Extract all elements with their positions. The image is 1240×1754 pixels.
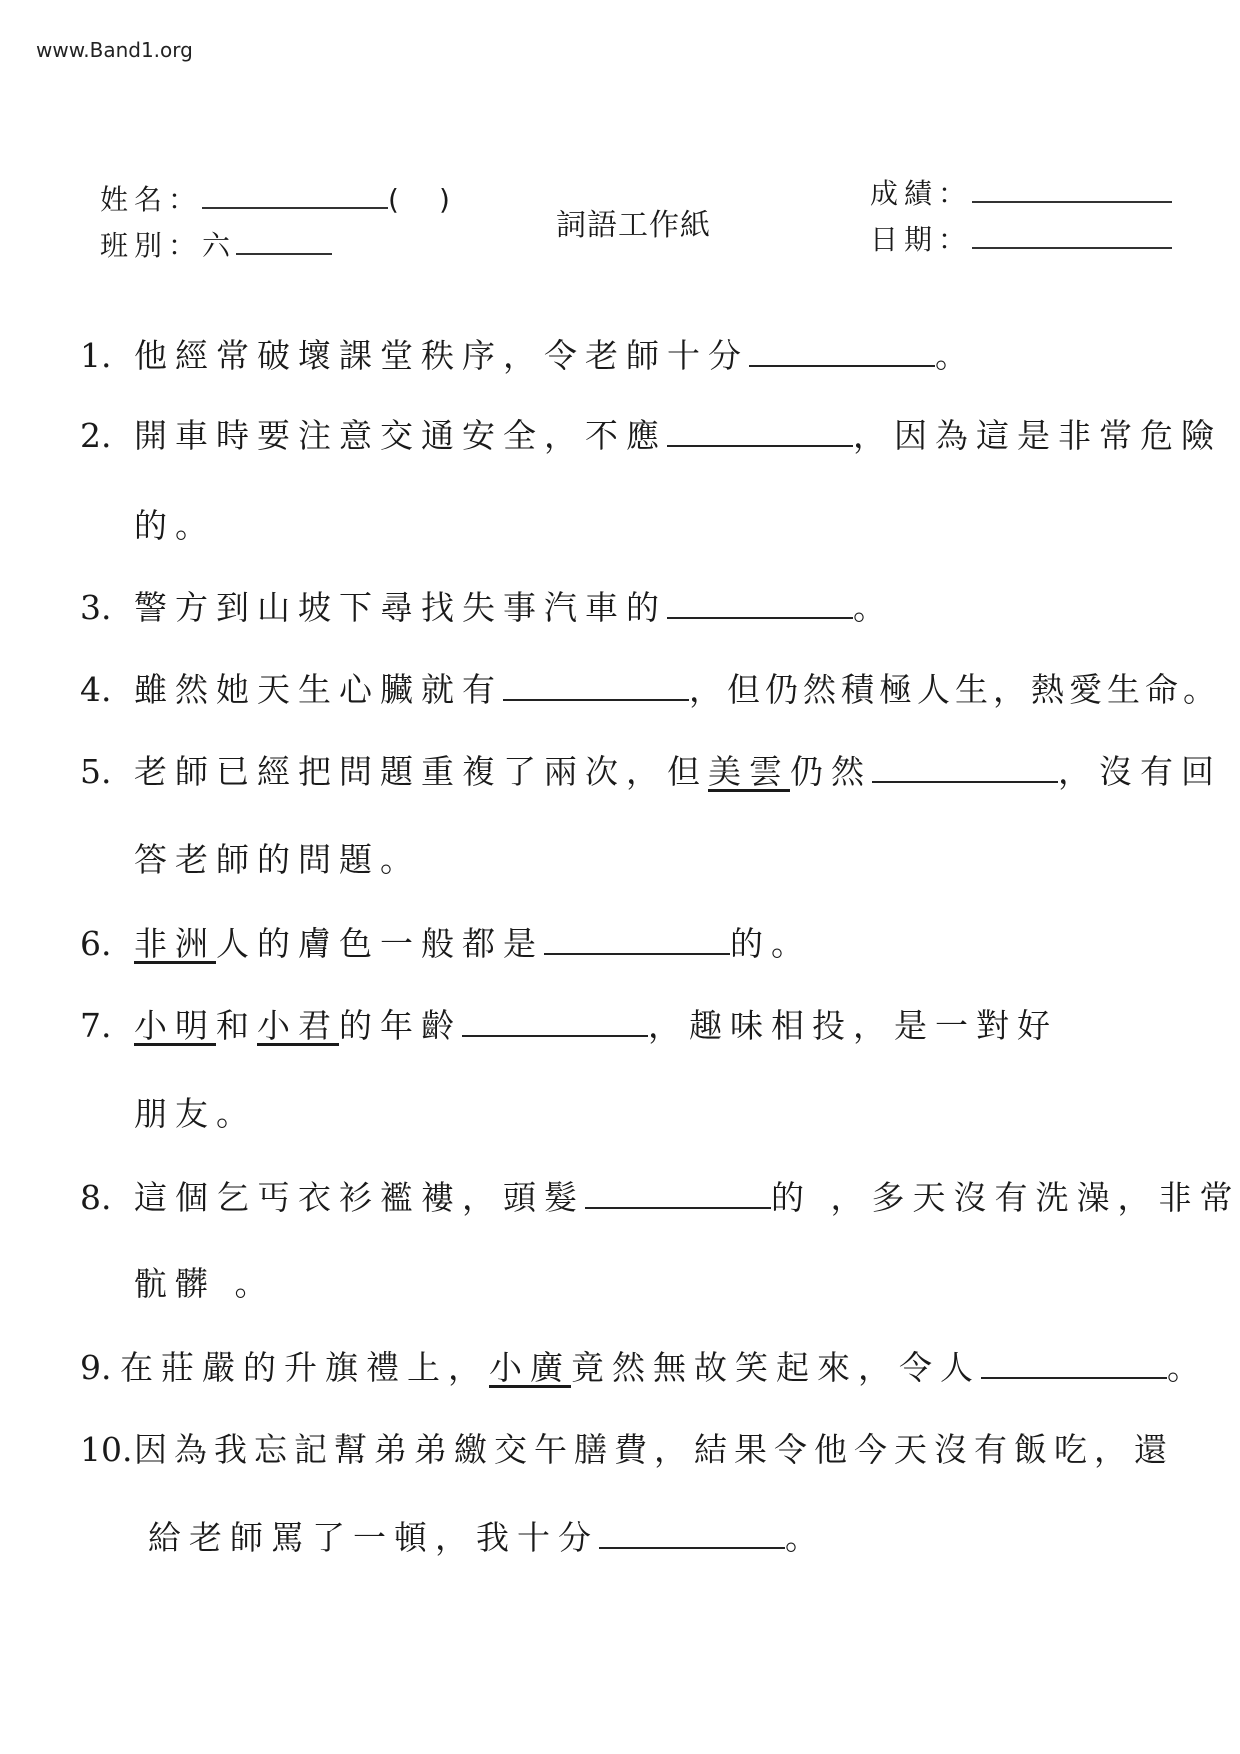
answer-blank-9[interactable] (981, 1347, 1167, 1379)
question-number: 6. (80, 924, 112, 963)
page-title: 詞語工作紙 (556, 208, 711, 243)
question-number: 4. (80, 670, 112, 709)
question-text: 。 (1167, 1348, 1208, 1387)
question-text: 和 (216, 1006, 257, 1045)
question-8-continued: 骯髒 。 (134, 1264, 276, 1303)
question-number: 5. (80, 752, 112, 791)
question-text: 的年齡 (339, 1006, 462, 1045)
score-field (870, 172, 1172, 212)
question-text: 老師已經把問題重複了兩次，但 (134, 752, 708, 791)
class-value: 六 (202, 229, 237, 262)
question-text: ，但仍然積極人生，熱愛生命。 (689, 670, 1221, 709)
question-text: 在莊嚴的升旗禮上， (120, 1348, 489, 1387)
question-number: 8. (80, 1178, 112, 1217)
proper-noun: 小明 (134, 1006, 216, 1045)
question-5 (80, 746, 1222, 793)
question-text: 給老師罵了一頓，我十分 (148, 1518, 599, 1557)
name-blank[interactable] (202, 206, 388, 209)
question-7 (80, 1000, 1058, 1047)
question-8 (80, 1172, 1240, 1219)
question-10-continued (148, 1512, 826, 1559)
answer-blank-2[interactable] (667, 415, 853, 447)
class-label: 班別： (100, 229, 203, 262)
answer-blank-5[interactable] (872, 751, 1058, 783)
question-text: 。 (935, 336, 976, 375)
proper-noun: 美雲 (708, 752, 790, 791)
question-6 (80, 918, 812, 965)
answer-blank-8[interactable] (585, 1177, 771, 1209)
date-label: 日期： (870, 223, 973, 256)
proper-noun: 小廣 (489, 1348, 571, 1387)
class-number-paren: ( ) (388, 183, 456, 216)
answer-blank-4[interactable] (503, 669, 689, 701)
question-number: 1. (80, 336, 112, 375)
question-text: 仍然 (790, 752, 872, 791)
answer-blank-1[interactable] (749, 335, 935, 367)
question-9 (80, 1342, 1208, 1389)
question-text: 這個乞丐衣衫襤褸，頭髮 (134, 1178, 585, 1217)
class-field (100, 224, 332, 264)
question-number: 2. (80, 416, 112, 455)
question-text: 因為我忘記幫弟弟繳交午膳費，結果令他今天沒有飯吃，還 (134, 1430, 1174, 1469)
question-text: 雖然她天生心臟就有 (134, 670, 503, 709)
answer-blank-3[interactable] (667, 587, 853, 619)
answer-blank-6[interactable] (544, 923, 730, 955)
question-4 (80, 664, 1221, 711)
class-blank[interactable] (236, 252, 332, 255)
score-blank[interactable] (972, 200, 1172, 203)
question-text: 開車時要注意交通安全，不應 (134, 416, 667, 455)
question-7-continued: 朋友。 (134, 1094, 257, 1133)
question-text: 。 (785, 1518, 826, 1557)
score-label: 成績： (870, 177, 973, 210)
answer-blank-7[interactable] (462, 1005, 648, 1037)
name-field (100, 178, 456, 218)
question-text: 的。 (730, 924, 812, 963)
question-2-continued: 的。 (134, 506, 216, 545)
question-text: ，沒有回 (1058, 752, 1222, 791)
question-text: 的 ，多天沒有洗澡，非常 (771, 1178, 1240, 1217)
date-blank[interactable] (972, 246, 1172, 249)
question-number: 9. (80, 1348, 112, 1387)
proper-noun: 非洲 (134, 924, 216, 963)
question-number: 7. (80, 1006, 112, 1045)
question-text: 竟然無故笑起來，令人 (571, 1348, 981, 1387)
date-field (870, 218, 1172, 258)
question-text: ，因為這是非常危險 (853, 416, 1222, 455)
question-10 (80, 1424, 1174, 1471)
watermark: www.Band1.org (36, 38, 193, 62)
question-2 (80, 410, 1222, 457)
question-text: 人的膚色一般都是 (216, 924, 544, 963)
proper-noun: 小君 (257, 1006, 339, 1045)
question-1 (80, 330, 976, 377)
question-text: 。 (853, 588, 894, 627)
answer-blank-10[interactable] (599, 1517, 785, 1549)
question-number: 3. (80, 588, 112, 627)
name-label: 姓名： (100, 183, 203, 216)
question-text: 警方到山坡下尋找失事汽車的 (134, 588, 667, 627)
question-text: 他經常破壞課堂秩序，令老師十分 (134, 336, 749, 375)
question-5-continued: 答老師的問題。 (134, 840, 421, 879)
question-text: ，趣味相投，是一對好 (648, 1006, 1058, 1045)
question-3 (80, 582, 894, 629)
question-number: 10. (80, 1430, 133, 1469)
